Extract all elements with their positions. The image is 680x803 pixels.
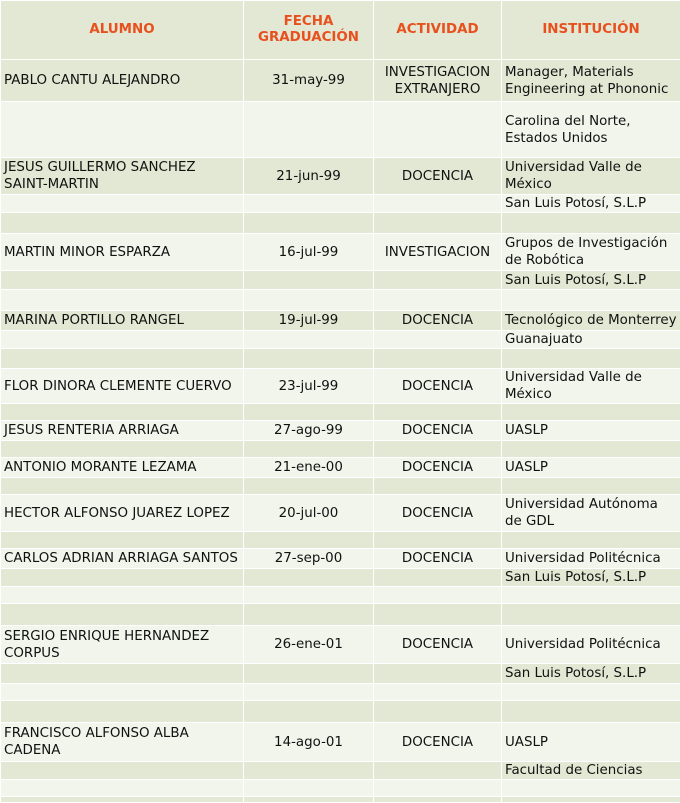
cell-alumno: ANTONIO MORANTE LEZAMA [1, 458, 244, 478]
cell-fecha [244, 102, 374, 158]
table-row [1, 102, 680, 158]
cell-actividad [374, 290, 502, 311]
cell-fecha: 20-jul-00 [244, 495, 374, 532]
cell-fecha: 31-may-99 [244, 60, 374, 102]
cell-institucion: Facultad de Ciencias [502, 762, 680, 780]
header-fecha-graduacion: FECHA GRADUACIÓN [244, 1, 374, 60]
cell-alumno: MARTIN MINOR ESPARZA [1, 234, 244, 271]
cell-alumno [1, 569, 244, 587]
cell-fecha [244, 195, 374, 213]
cell-alumno [1, 404, 244, 421]
cell-actividad [374, 604, 502, 626]
cell-alumno: JESUS RENTERIA ARRIAGA [1, 421, 244, 441]
cell-institucion: Carolina del Norte, Estados Unidos [502, 102, 680, 158]
table-row [1, 780, 680, 797]
table-row [1, 797, 680, 803]
cell-alumno [1, 762, 244, 780]
cell-fecha: 21-jun-99 [244, 158, 374, 195]
cell-institucion [502, 532, 680, 549]
cell-institucion [502, 213, 680, 234]
table-row [1, 311, 680, 331]
cell-alumno [1, 532, 244, 549]
cell-alumno [1, 271, 244, 290]
header-actividad: ACTIVIDAD [374, 1, 502, 60]
cell-fecha: 21-ene-00 [244, 458, 374, 478]
cell-alumno [1, 587, 244, 604]
table-row [1, 441, 680, 458]
cell-alumno: PABLO CANTU ALEJANDRO [1, 60, 244, 102]
cell-actividad [374, 532, 502, 549]
cell-actividad: DOCENCIA [374, 458, 502, 478]
cell-actividad [374, 569, 502, 587]
cell-fecha [244, 331, 374, 349]
cell-actividad [374, 271, 502, 290]
cell-fecha [244, 701, 374, 723]
cell-institucion [502, 478, 680, 495]
header-alumno: ALUMNO [1, 1, 244, 60]
cell-alumno: FLOR DINORA CLEMENTE CUERVO [1, 369, 244, 404]
cell-actividad [374, 587, 502, 604]
cell-fecha: 16-jul-99 [244, 234, 374, 271]
cell-institucion [502, 587, 680, 604]
cell-institucion [502, 349, 680, 369]
table-row [1, 331, 680, 349]
cell-institucion [502, 290, 680, 311]
cell-institucion: UASLP [502, 421, 680, 441]
cell-institucion: Universidad Valle de México [502, 158, 680, 195]
cell-fecha: 27-sep-00 [244, 549, 374, 569]
cell-actividad: DOCENCIA [374, 626, 502, 664]
cell-actividad: DOCENCIA [374, 311, 502, 331]
table-row [1, 495, 680, 532]
cell-fecha [244, 569, 374, 587]
cell-institucion: Grupos de Investigación de Robótica [502, 234, 680, 271]
cell-actividad [374, 701, 502, 723]
table-row [1, 684, 680, 701]
cell-fecha [244, 478, 374, 495]
cell-actividad: DOCENCIA [374, 723, 502, 762]
table-row [1, 195, 680, 213]
table-row [1, 569, 680, 587]
cell-institucion [502, 780, 680, 797]
cell-institucion [502, 604, 680, 626]
cell-actividad [374, 102, 502, 158]
cell-fecha [244, 780, 374, 797]
cell-institucion: San Luis Potosí, S.L.P [502, 569, 680, 587]
cell-fecha [244, 664, 374, 684]
cell-alumno [1, 290, 244, 311]
header-institucion: INSTITUCIÓN [502, 1, 680, 60]
cell-institucion [502, 797, 680, 803]
cell-actividad: INVESTIGACION [374, 234, 502, 271]
table-row [1, 723, 680, 762]
cell-actividad [374, 331, 502, 349]
table-row [1, 549, 680, 569]
cell-institucion: Tecnológico de Monterrey [502, 311, 680, 331]
cell-actividad: DOCENCIA [374, 158, 502, 195]
cell-alumno [1, 349, 244, 369]
cell-actividad [374, 478, 502, 495]
cell-institucion [502, 684, 680, 701]
cell-alumno: JESUS GUILLERMO SANCHEZ SAINT-MARTIN [1, 158, 244, 195]
cell-institucion: Universidad Politécnica [502, 549, 680, 569]
cell-institucion: San Luis Potosí, S.L.P [502, 271, 680, 290]
cell-fecha [244, 684, 374, 701]
cell-alumno [1, 478, 244, 495]
table-row [1, 60, 680, 102]
cell-institucion: Guanajuato [502, 331, 680, 349]
cell-institucion: Universidad Autónoma de GDL [502, 495, 680, 532]
cell-fecha [244, 762, 374, 780]
cell-alumno: FRANCISCO ALFONSO ALBA CADENA [1, 723, 244, 762]
cell-fecha [244, 213, 374, 234]
cell-fecha [244, 797, 374, 803]
cell-actividad: INVESTIGACION EXTRANJERO [374, 60, 502, 102]
cell-actividad [374, 684, 502, 701]
cell-fecha [244, 532, 374, 549]
cell-actividad [374, 797, 502, 803]
table-row [1, 701, 680, 723]
table-row [1, 604, 680, 626]
cell-actividad [374, 762, 502, 780]
cell-alumno [1, 684, 244, 701]
cell-institucion [502, 404, 680, 421]
cell-alumno [1, 441, 244, 458]
cell-fecha [244, 290, 374, 311]
table-row [1, 626, 680, 664]
cell-alumno [1, 102, 244, 158]
table-row [1, 290, 680, 311]
cell-alumno [1, 701, 244, 723]
cell-actividad: DOCENCIA [374, 369, 502, 404]
table-row [1, 532, 680, 549]
cell-actividad [374, 441, 502, 458]
cell-institucion [502, 441, 680, 458]
cell-institucion: Manager, Materials Engineering at Phononic [502, 60, 680, 102]
cell-fecha: 26-ene-01 [244, 626, 374, 664]
cell-fecha: 27-ago-99 [244, 421, 374, 441]
cell-alumno: HECTOR ALFONSO JUAREZ LOPEZ [1, 495, 244, 532]
cell-fecha: 19-jul-99 [244, 311, 374, 331]
cell-actividad [374, 404, 502, 421]
table-row [1, 762, 680, 780]
cell-alumno [1, 195, 244, 213]
cell-fecha [244, 349, 374, 369]
cell-alumno: SERGIO ENRIQUE HERNANDEZ CORPUS [1, 626, 244, 664]
cell-fecha [244, 441, 374, 458]
table-row [1, 458, 680, 478]
cell-actividad: DOCENCIA [374, 549, 502, 569]
cell-alumno [1, 664, 244, 684]
table-row [1, 664, 680, 684]
cell-alumno [1, 797, 244, 803]
cell-fecha [244, 271, 374, 290]
cell-institucion: UASLP [502, 458, 680, 478]
table-row [1, 478, 680, 495]
cell-alumno [1, 213, 244, 234]
table-row [1, 213, 680, 234]
cell-institucion: Universidad Valle de México [502, 369, 680, 404]
cell-actividad: DOCENCIA [374, 495, 502, 532]
cell-fecha [244, 587, 374, 604]
table-row [1, 271, 680, 290]
cell-fecha: 23-jul-99 [244, 369, 374, 404]
table-row [1, 369, 680, 404]
table-body [1, 60, 680, 803]
table-row [1, 234, 680, 271]
cell-alumno: CARLOS ADRIAN ARRIAGA SANTOS [1, 549, 244, 569]
cell-fecha: 14-ago-01 [244, 723, 374, 762]
table-row [1, 158, 680, 195]
cell-alumno [1, 331, 244, 349]
cell-actividad [374, 213, 502, 234]
cell-fecha [244, 604, 374, 626]
cell-fecha [244, 404, 374, 421]
cell-alumno: MARINA PORTILLO RANGEL [1, 311, 244, 331]
cell-alumno [1, 604, 244, 626]
table-row [1, 587, 680, 604]
table-row [1, 421, 680, 441]
cell-actividad: DOCENCIA [374, 421, 502, 441]
cell-institucion: Universidad Politécnica [502, 626, 680, 664]
cell-alumno [1, 780, 244, 797]
cell-institucion: San Luis Potosí, S.L.P [502, 664, 680, 684]
cell-actividad [374, 780, 502, 797]
cell-actividad [374, 664, 502, 684]
table-row [1, 404, 680, 421]
cell-institucion [502, 701, 680, 723]
header-row [1, 1, 680, 60]
cell-institucion: UASLP [502, 723, 680, 762]
table-row [1, 349, 680, 369]
cell-actividad [374, 349, 502, 369]
cell-institucion: San Luis Potosí, S.L.P [502, 195, 680, 213]
cell-actividad [374, 195, 502, 213]
